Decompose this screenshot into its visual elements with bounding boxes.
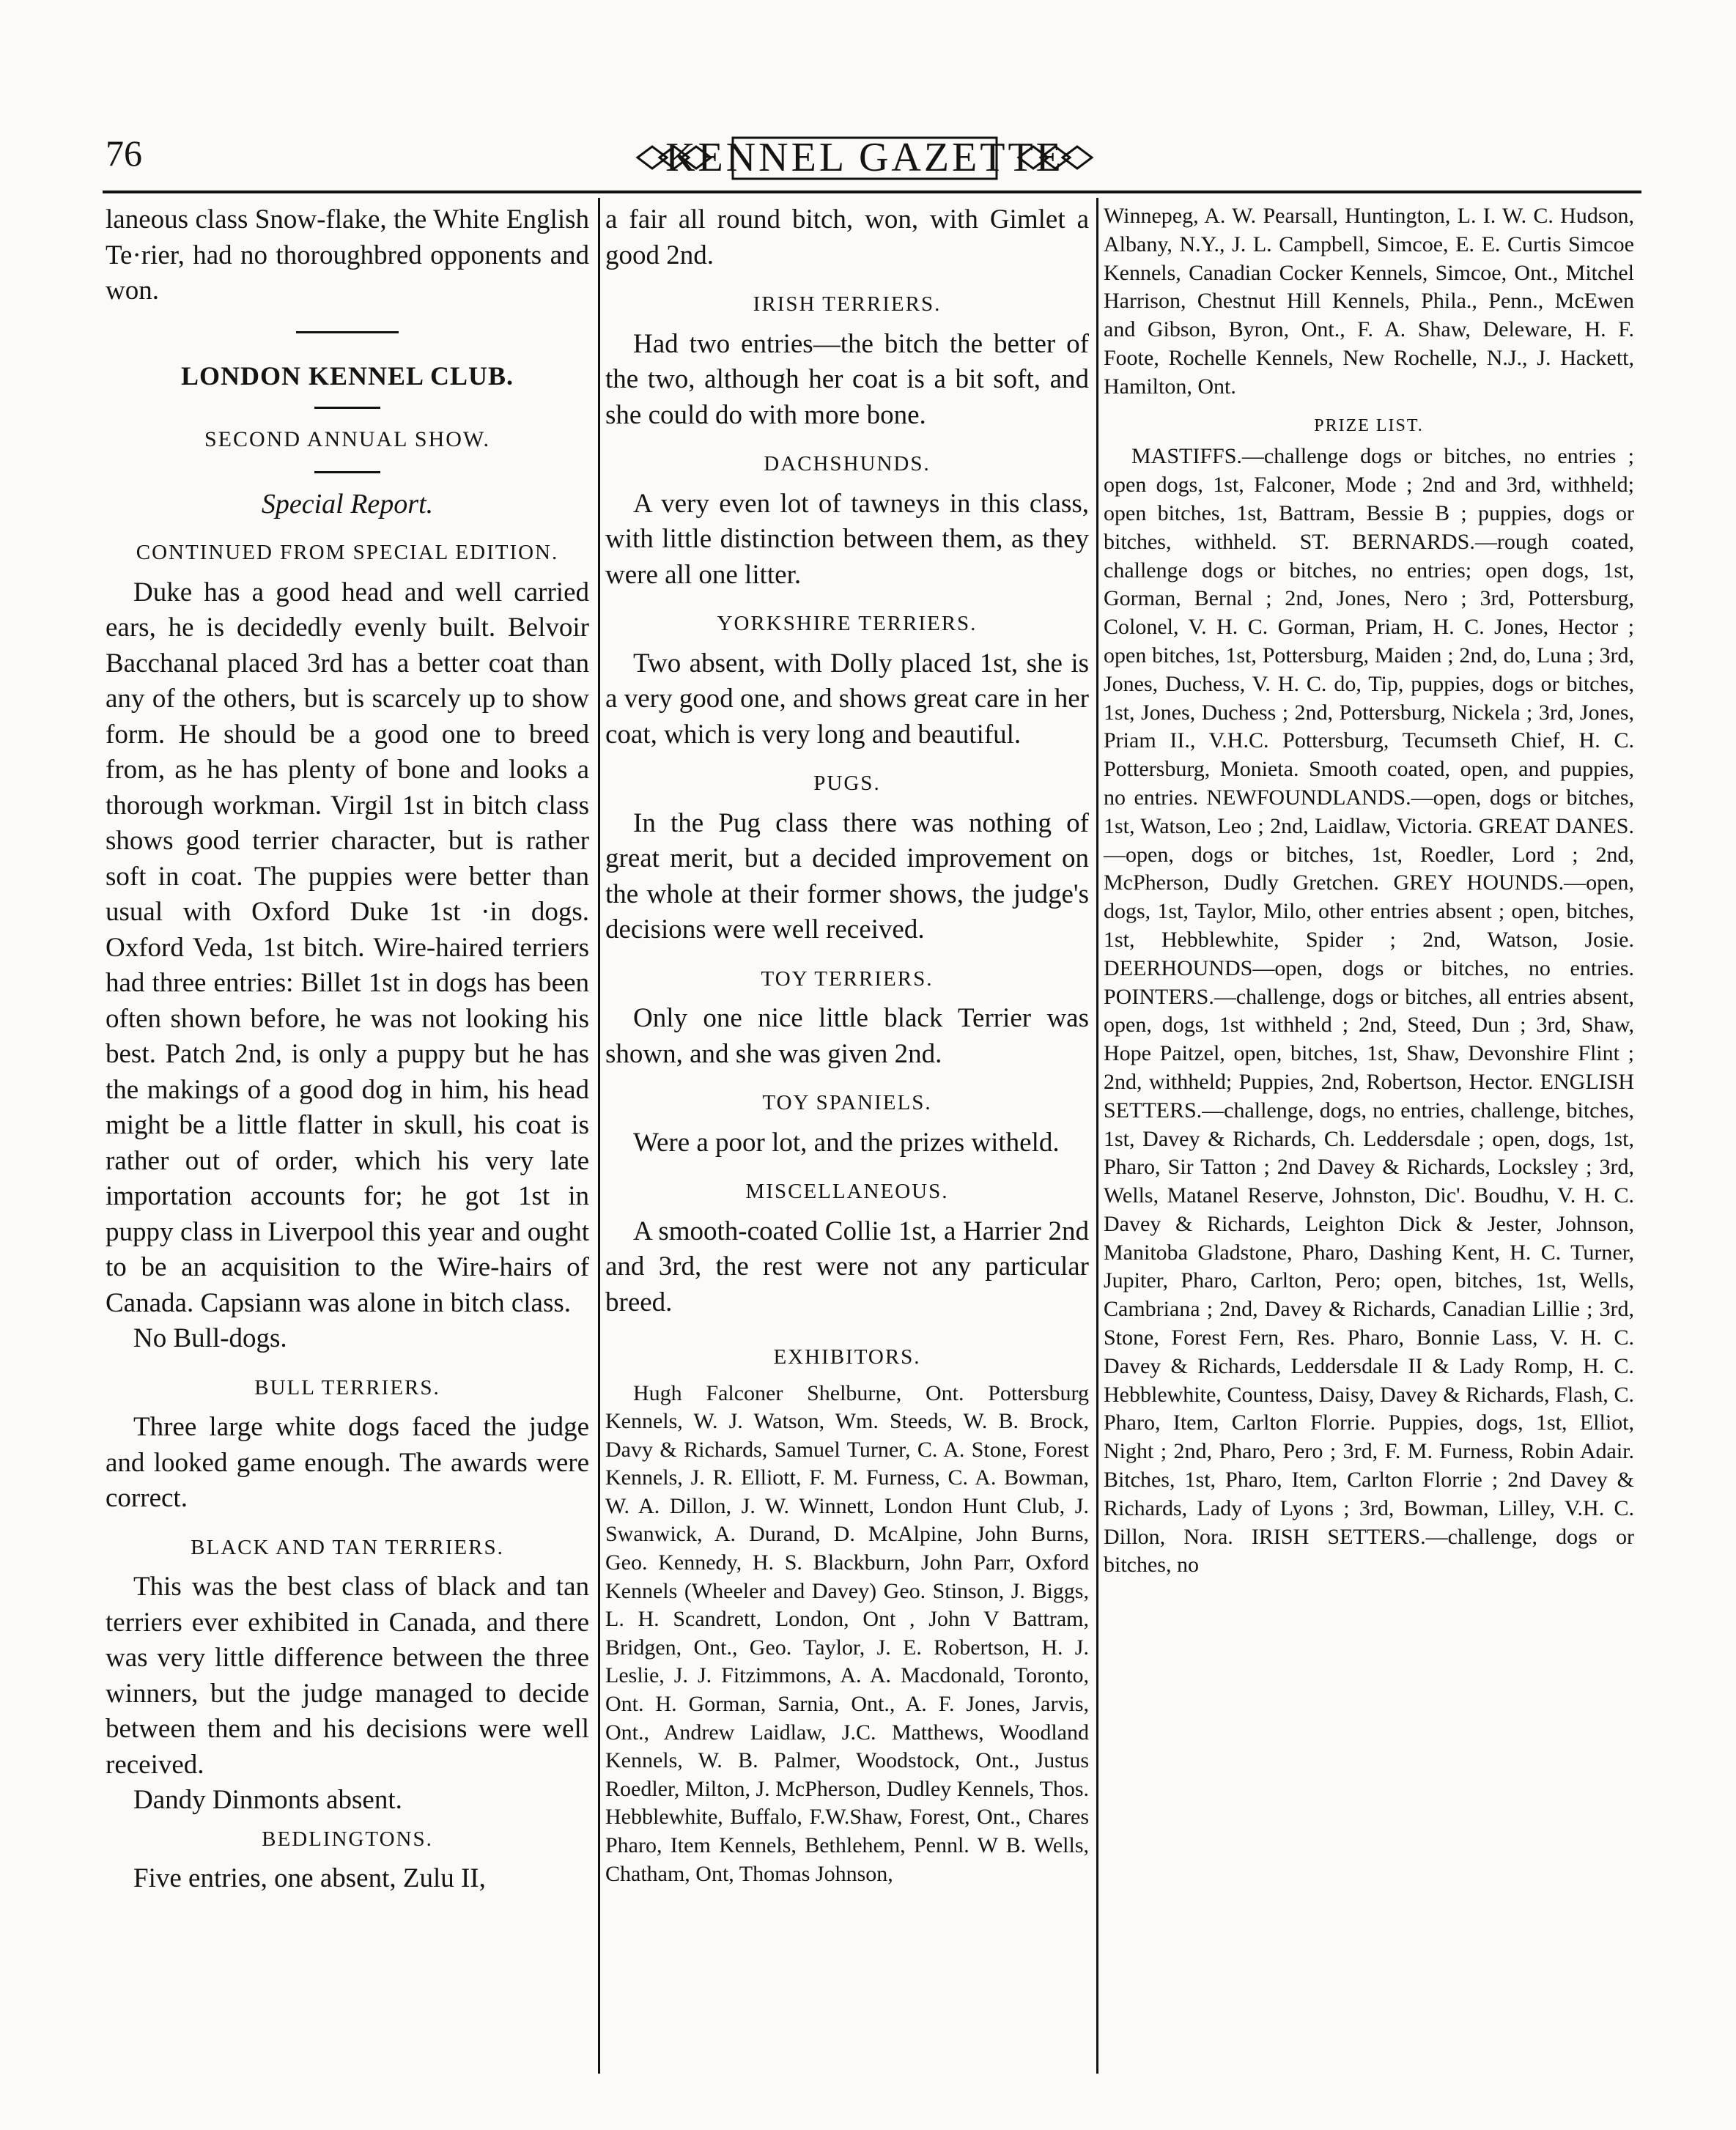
divider [314, 407, 380, 409]
section-subtitle: SECOND ANNUAL SHOW. [204, 427, 490, 451]
paragraph: Duke has a good head and well carried ears, he is decidedly evenly built. Belvoir Bacchanal placed 3rd has a better coat than any of the others, but is scarcely up to show form. He should be a good one to breed from, as he has plenty of bone and looks a thorough workman. Virgil 1st in bitch class shows good terrier character, but is rather soft in coat. The puppies were better than usual with Oxford Duke 1st ·in dogs. Oxford Veda, 1st bitch. Wire-haired terriers had three entries: Billet 1st in dogs has been often shown before, he was not looking his best. Patch 2nd, is only a puppy but he has the makings of a good dog in him, his head might be a little flatter in skull, his coat is rather out of order, which his very late importation accounts for; he got 1st in puppy class in Liverpool this year and ought to be an acquisition to the Wire-hairs of Canada. Capsiann was alone in bitch class. [106, 577, 589, 1318]
divider [314, 471, 380, 473]
paragraph: Dandy Dinmonts absent. [133, 1785, 402, 1815]
prize-list: MASTIFFS.—challenge dogs or bitches, no entries ; open dogs, 1st, Falconer, Mode ; 2nd and 3rd, withheld; open bitches, 1st, Battram, Bessie B ; puppies, dogs or bitches, withheld. ST. BERNARDS.—rough coated, challenge dogs or bitches, no entries; open dogs, 1st, Gorman, Bernal ; 2nd, Jones, Nero ; 3rd, Pottersburg, Colonel, V. H. C. Gorman, Priam, H. C. Jones, Hector ; open bitches, 1st, Pottersburg, Maiden ; 2nd, do, Luna ; 3rd, Jones, Duchess, V. H. C. do, Tip, puppies, dogs or bitches, 1st, Jones, Duchess ; 2nd, Pottersburg, Nickela ; 3rd, Jones, Priam II., V.H.C. Pottersburg, Tecumseth Chief, H. C. Pottersburg, Monieta. Smooth coated, open, and puppies, no entries. NEWFOUNDLANDS.—open, dogs or bitches, 1st, Watson, Leo ; 2nd, Laidlaw, Victoria. GREAT DANES.—open, dogs or bitches, 1st, Roedler, Lord ; 2nd, McPherson, Dudly Gretchen. GREY HOUNDS.—open, dogs, 1st, Taylor, Milo, other entries absent ; open, bitches, 1st, Hebblewhite, Spider ; 2nd, Watson, Josie. DEERHOUNDS—open, dogs or bitches, no entries. POINTERS.—challenge, dogs or bitches, all entries absent, open, dogs, 1st withheld ; 2nd, Steed, Dun ; 3rd, Shaw, Hope Paitzel, open, bitches, 1st, Shaw, Devonshire Flint ; 2nd, withheld; Puppies, 2nd, Robertson, Hector. ENGLISH SETTERS.—challenge, dogs, no entries, challenge, bitches, 1st, Davey & Richards, Ch. Leddersdale ; open, dogs, 1st, Pharo, Sir Tatton ; 2nd Davey & Richards, Locksley ; 3rd, Wells, Matanel Reserve, Johnston, Dic'. Boudhu, V. H. C. Davey & Richards, Leighton Dick & Jester, Johnson, Manitoba Gladstone, Pharo, Dashing Kent, H. C. Turner, Jupiter, Pharo, Carlton, Pero; open, bitches, 1st, Wells, Cambriana ; 2nd, Davey & Richards, Canadian Lillie ; 3rd, Stone, Forest Fern, Res. Pharo, Bonnie Lass, V. H. C. Davey & Richards, Leddersdale II & Lady Romp, H. C. Hebblewhite, Countess, Daisy, Davey & Richards, Flash, C. Pharo, Item, Carlton Florrie. Puppies, dogs, 1st, Elliot, Night ; 2nd, Pharo, Pero ; 3rd, F. M. Furness, Robin Adair. Bitches, 1st, Pharo, Item, Carlton Florrie ; 2nd Davey & Richards, Lady of Lyons ; 3rd, Bowman, Lilley, V.H. C. Dillon, Nora. IRISH SETTERS.—challenge, dogs or bitches, no [1104, 444, 1634, 1578]
column-3 [1104, 202, 1634, 1580]
masthead [630, 132, 1099, 183]
heading-bedlingtons: BEDLINGTONS. [262, 1827, 433, 1851]
heading-irish-terriers: IRISH TERRIERS. [753, 292, 942, 316]
paragraph: In the Pug class there was nothing of great merit, but a decided improvement on the whole at their former shows, the judge's decisions were well received. [605, 807, 1089, 944]
continued-label: CONTINUED FROM SPECIAL EDITION. [136, 541, 559, 564]
column-2 [605, 202, 1089, 1888]
heading-yorkshire-terriers: YORKSHIRE TERRIERS. [717, 612, 978, 635]
column-1 [106, 202, 589, 1897]
masthead-title: KENNEL GAZETTE [665, 135, 1064, 180]
paragraph: laneous class Snow-flake, the White English Te·rier, had no thoroughbred opponents and won. [106, 204, 589, 306]
paragraph: Only one nice little black Terrier was shown, and she was given 2nd. [605, 1003, 1089, 1069]
paragraph: A smooth-coated Collie 1st, a Harrier 2nd and 3rd, the rest were not any particular breed. [605, 1216, 1089, 1317]
paragraph: Three large white dogs faced the judge and looked game enough. The awards were correct. [106, 1412, 589, 1513]
paragraph: Two absent, with Dolly placed 1st, she is a very good one, and shows great care in her coat, which is very long and beautiful. [605, 648, 1089, 750]
header-rule [103, 191, 1641, 193]
heading-prize-list: PRIZE LIST. [1314, 415, 1424, 435]
paragraph: a fair all round bitch, won, with Gimlet a good 2nd. [605, 204, 1089, 270]
heading-toy-spaniels: TOY SPANIELS. [762, 1091, 932, 1114]
paragraph: Winnepeg, A. W. Pearsall, Huntington, L. I. W. C. Hudson, Albany, N.Y., J. L. Campbell, Simcoe, E. E. Curtis Simcoe Kennels, Canadian Cocker Kennels, Simcoe, Ont., Mitchel Harrison, Chestnut Hill Kennels, Phila., Penn., McEwen and Gibson, Byron, Ont., F. A. Shaw, Deleware, H. F. Foote, Rochelle Kennels, New Rochelle, N.J., J. Hackett, Hamilton, Ont. [1104, 204, 1634, 399]
paragraph: A very even lot of tawneys in this class, with little distinction between them, as they were all one litter. [605, 488, 1089, 590]
paragraph: This was the best class of black and tan terriers ever exhibited in Canada, and there was very little difference between the three winners, but the judge managed to decide between them and his decisions were well received. [106, 1572, 589, 1780]
paragraph: Had two entries—the bitch the better of the two, although her coat is a bit soft, and she could do with more bone. [605, 328, 1089, 430]
report-label: Special Report. [261, 488, 434, 519]
heading-black-tan: BLACK AND TAN TERRIERS. [191, 1535, 504, 1559]
heading-dachshunds: DACHSHUNDS. [764, 452, 931, 476]
paragraph: Five entries, one absent, Zulu II, [133, 1863, 486, 1893]
paragraph: Were a poor lot, and the prizes witheld. [633, 1127, 1060, 1158]
heading-bull-terriers: BULL TERRIERS. [254, 1375, 440, 1399]
heading-exhibitors: EXHIBITORS. [773, 1345, 921, 1369]
heading-pugs: PUGS. [813, 772, 881, 795]
section-title: LONDON KENNEL CLUB. [180, 360, 514, 391]
heading-toy-terriers: TOY TERRIERS. [761, 966, 934, 991]
page-number: 76 [106, 133, 142, 174]
divider [296, 331, 399, 333]
paragraph: No Bull-dogs. [133, 1323, 287, 1353]
heading-miscellaneous: MISCELLANEOUS. [745, 1180, 949, 1203]
column-divider [598, 198, 600, 2074]
exhibitors-list: Hugh Falconer Shelburne, Ont. Pottersburg Kennels, W. J. Watson, Wm. Steeds, W. B. Brock, Davy & Richards, Samuel Turner, C. A. Stone, Forest Kennels, J. R. Elliott, F. M. Furness, C. A. Bowman, W. A. Dillon, J. W. Winnett, London Hunt Club, J. Swanwick, A. Durand, D. McAlpine, John Burns, Geo. Kennedy, H. S. Blackburn, John Parr, Oxford Kennels (Wheeler and Davey) Geo. Stinson, J. Biggs, L. H. Scandrett, London, Ont , John V Battram, Bridgen, Ont., Geo. Taylor, J. E. Robertson, H. J. Leslie, J. J. Fitzimmons, A. A. Macdonald, Toronto, Ont. H. Gorman, Sarnia, Ont., A. F. Jones, Jarvis, Ont., Andrew Laidlaw, J.C. Matthews, Woodland Kennels, W. B. Palmer, Woodstock, Ont., Justus Roedler, Milton, J. McPherson, Dudley Kennels, Thos. Hebblewhite, Buffalo, F.W.Shaw, Forest, Ont., Chares Pharo, Item Kennels, Bethlehem, Pennl. W B. Wells, Chatham, Ont, Thomas Johnson, [605, 1380, 1089, 1886]
column-divider [1096, 198, 1098, 2074]
